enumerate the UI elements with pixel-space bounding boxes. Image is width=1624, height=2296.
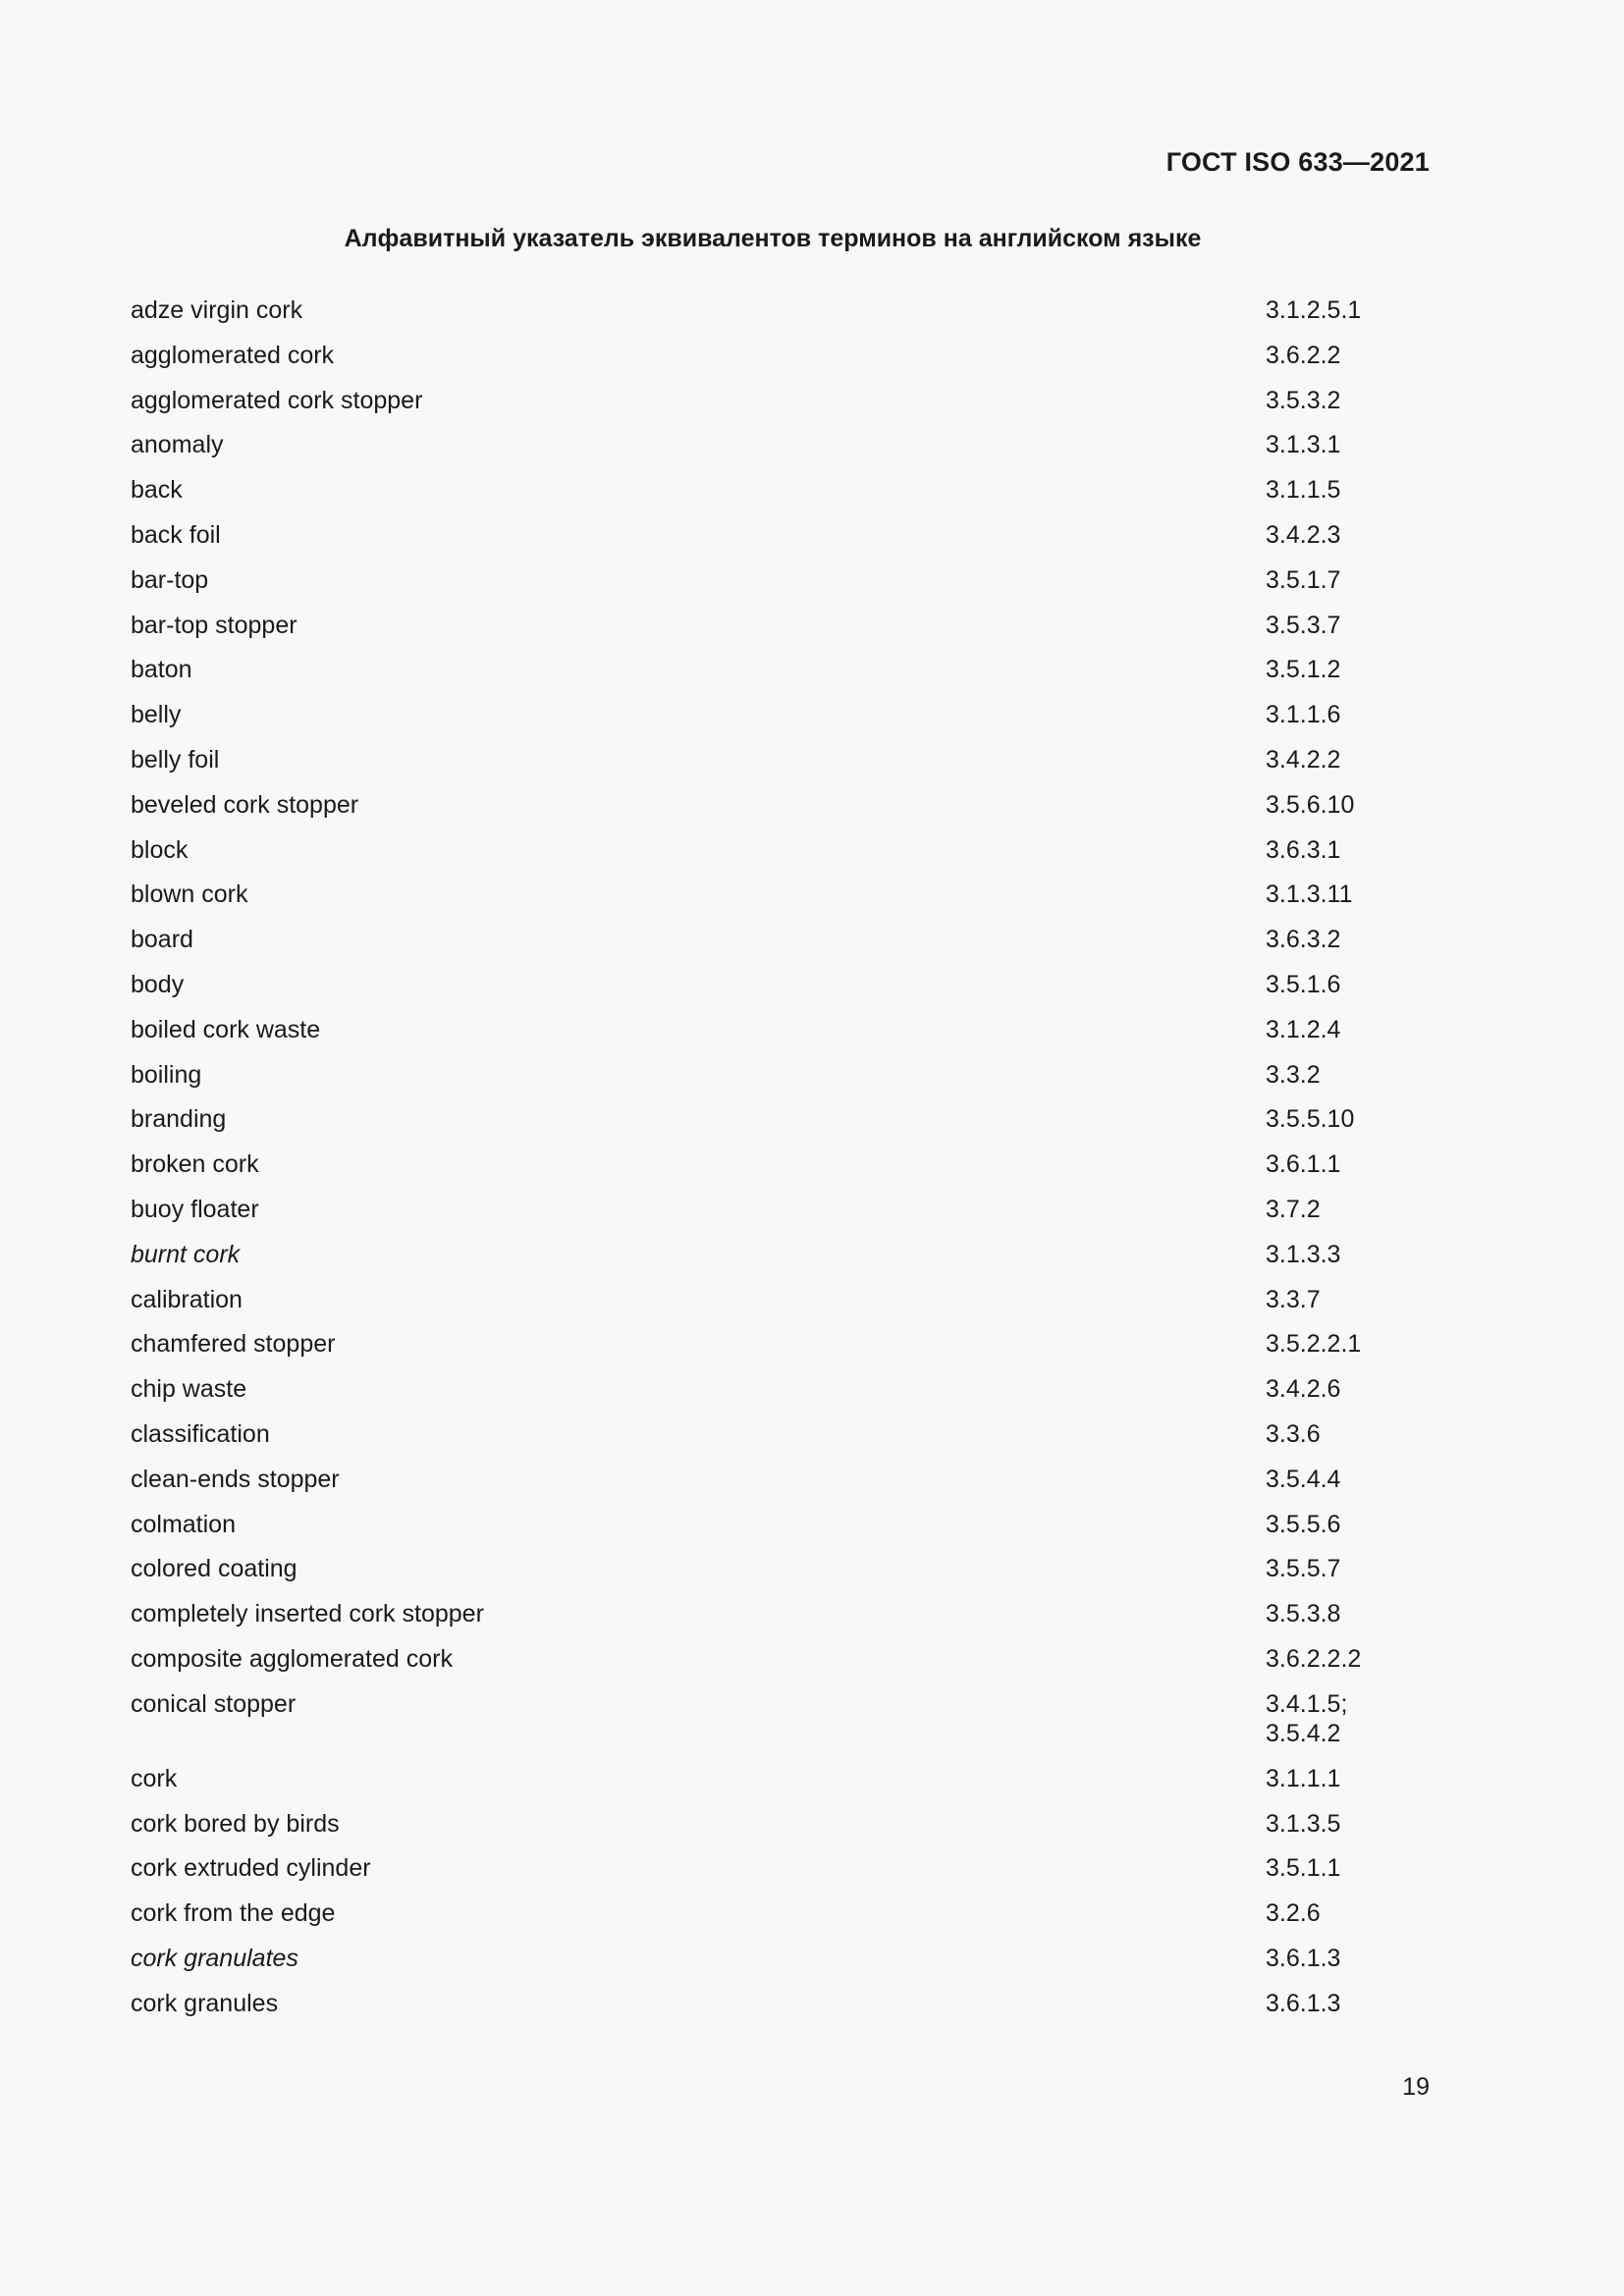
index-entry bbox=[131, 1149, 1407, 1195]
index-term: colmation bbox=[131, 1510, 236, 1538]
index-reference: 3.5.1.2 bbox=[1266, 656, 1341, 684]
index-entry bbox=[131, 1015, 1407, 1060]
index-entry bbox=[131, 565, 1407, 611]
index-term: boiling bbox=[131, 1060, 202, 1089]
index-reference: 3.4.2.2 bbox=[1266, 745, 1341, 774]
index-entry bbox=[131, 1240, 1407, 1285]
index-term: belly foil bbox=[131, 745, 220, 774]
index-reference: 3.6.1.1 bbox=[1266, 1150, 1341, 1179]
index-reference: 3.1.1.6 bbox=[1266, 701, 1341, 729]
index-reference: 3.6.1.3 bbox=[1266, 1944, 1341, 1972]
index-entry bbox=[131, 1465, 1407, 1510]
index-term: belly bbox=[131, 701, 182, 729]
index-reference: 3.5.1.7 bbox=[1266, 565, 1341, 594]
index-reference: 3.6.3.2 bbox=[1266, 926, 1341, 954]
index-term: baton bbox=[131, 656, 192, 684]
index-reference: 3.5.4.4 bbox=[1266, 1465, 1341, 1493]
index-entry bbox=[131, 1510, 1407, 1555]
index-entry bbox=[131, 745, 1407, 790]
index-entry bbox=[131, 700, 1407, 745]
index-term: cork bbox=[131, 1764, 178, 1792]
index-entry bbox=[131, 386, 1407, 431]
index-term: conical stopper bbox=[131, 1689, 297, 1718]
index-entry bbox=[131, 835, 1407, 881]
index-term: anomaly bbox=[131, 431, 224, 459]
index-term: buoy floater bbox=[131, 1195, 259, 1223]
index-entry bbox=[131, 1809, 1407, 1854]
index-reference: 3.4.2.3 bbox=[1266, 520, 1341, 549]
index-term: beveled cork stopper bbox=[131, 790, 359, 819]
index-reference: 3.1.3.5 bbox=[1266, 1809, 1341, 1838]
index-entry bbox=[131, 1374, 1407, 1419]
index-reference: 3.5.3.8 bbox=[1266, 1600, 1341, 1629]
index-reference: 3.5.5.6 bbox=[1266, 1510, 1341, 1538]
index-reference: 3.1.1.1 bbox=[1266, 1764, 1341, 1792]
index-term: cork granulates bbox=[131, 1944, 298, 1972]
index-reference: 3.3.7 bbox=[1266, 1285, 1321, 1313]
index-entry bbox=[131, 1898, 1407, 1944]
index-reference: 3.5.2.2.1 bbox=[1266, 1330, 1362, 1359]
index-entry bbox=[131, 1419, 1407, 1465]
term-index-list bbox=[131, 295, 1407, 2033]
index-entry bbox=[131, 925, 1407, 970]
index-entry bbox=[131, 475, 1407, 520]
index-title: Алфавитный указатель эквивалентов терминов на английском языке bbox=[344, 225, 1202, 252]
index-term: composite agglomerated cork bbox=[131, 1644, 453, 1673]
index-entry bbox=[131, 1195, 1407, 1240]
index-reference: 3.5.1.6 bbox=[1266, 970, 1341, 998]
index-entry bbox=[131, 430, 1407, 475]
index-term: chamfered stopper bbox=[131, 1330, 336, 1359]
index-entry bbox=[131, 295, 1407, 341]
index-reference: 3.2.6 bbox=[1266, 1899, 1321, 1928]
index-entry bbox=[131, 1599, 1407, 1644]
index-entry bbox=[131, 655, 1407, 700]
index-term: cork bored by birds bbox=[131, 1809, 340, 1838]
index-reference: 3.1.3.3 bbox=[1266, 1240, 1341, 1268]
index-term: colored coating bbox=[131, 1555, 298, 1583]
index-reference: 3.1.2.4 bbox=[1266, 1015, 1341, 1043]
index-reference: 3.4.2.6 bbox=[1266, 1375, 1341, 1404]
index-reference: 3.6.3.1 bbox=[1266, 835, 1341, 864]
index-reference: 3.5.5.10 bbox=[1266, 1105, 1355, 1134]
index-reference: 3.5.6.10 bbox=[1266, 790, 1355, 819]
index-entry bbox=[131, 611, 1407, 656]
index-reference: 3.3.2 bbox=[1266, 1060, 1321, 1089]
index-entry bbox=[131, 1644, 1407, 1689]
index-entry bbox=[131, 1554, 1407, 1599]
index-reference: 3.1.2.5.1 bbox=[1266, 296, 1362, 324]
index-entry bbox=[131, 1104, 1407, 1149]
index-reference: 3.6.1.3 bbox=[1266, 1989, 1341, 2017]
index-term: agglomerated cork stopper bbox=[131, 386, 423, 414]
index-entry bbox=[131, 520, 1407, 565]
index-term: bar-top stopper bbox=[131, 611, 298, 639]
index-reference: 3.4.1.5; 3.5.4.2 bbox=[1266, 1689, 1348, 1747]
index-term: classification bbox=[131, 1419, 270, 1448]
index-entry bbox=[131, 790, 1407, 835]
index-reference: 3.7.2 bbox=[1266, 1195, 1321, 1223]
index-term: branding bbox=[131, 1105, 227, 1134]
index-reference: 3.1.3.11 bbox=[1266, 881, 1353, 909]
index-reference: 3.6.2.2 bbox=[1266, 341, 1341, 369]
index-term: back foil bbox=[131, 520, 221, 549]
index-entry bbox=[131, 1764, 1407, 1809]
index-entry bbox=[131, 1853, 1407, 1898]
index-term: cork from the edge bbox=[131, 1899, 336, 1928]
page-number: 19 bbox=[1402, 2073, 1430, 2101]
index-reference: 3.1.1.5 bbox=[1266, 476, 1341, 505]
index-entry bbox=[131, 1944, 1407, 1989]
index-reference: 3.3.6 bbox=[1266, 1419, 1321, 1448]
index-reference: 3.5.5.7 bbox=[1266, 1555, 1341, 1583]
index-term: adze virgin cork bbox=[131, 296, 303, 324]
index-term: blown cork bbox=[131, 881, 248, 909]
index-entry bbox=[131, 880, 1407, 925]
index-term: boiled cork waste bbox=[131, 1015, 321, 1043]
index-entry bbox=[131, 1285, 1407, 1330]
index-term: burnt cork bbox=[131, 1240, 241, 1268]
index-term: chip waste bbox=[131, 1375, 247, 1404]
index-term: agglomerated cork bbox=[131, 341, 335, 369]
index-entry bbox=[131, 1989, 1407, 2034]
index-term: clean-ends stopper bbox=[131, 1465, 340, 1493]
index-entry bbox=[131, 341, 1407, 386]
index-entry bbox=[131, 1329, 1407, 1374]
index-term: broken cork bbox=[131, 1150, 259, 1179]
index-reference: 3.5.1.1 bbox=[1266, 1854, 1341, 1883]
index-term: body bbox=[131, 970, 185, 998]
index-term: board bbox=[131, 926, 193, 954]
index-entry bbox=[131, 1689, 1407, 1764]
index-reference: 3.5.3.7 bbox=[1266, 611, 1341, 639]
index-term: block bbox=[131, 835, 189, 864]
index-reference: 3.5.3.2 bbox=[1266, 386, 1341, 414]
index-term: cork extruded cylinder bbox=[131, 1854, 371, 1883]
index-reference: 3.6.2.2.2 bbox=[1266, 1644, 1362, 1673]
index-term: calibration bbox=[131, 1285, 243, 1313]
index-term: cork granules bbox=[131, 1989, 279, 2017]
index-term: completely inserted cork stopper bbox=[131, 1600, 484, 1629]
index-entry bbox=[131, 1060, 1407, 1105]
document-code: ГОСТ ISO 633—2021 bbox=[1165, 147, 1430, 177]
index-entry bbox=[131, 970, 1407, 1015]
index-reference: 3.1.3.1 bbox=[1266, 431, 1341, 459]
index-term: bar-top bbox=[131, 565, 209, 594]
index-term: back bbox=[131, 476, 183, 505]
